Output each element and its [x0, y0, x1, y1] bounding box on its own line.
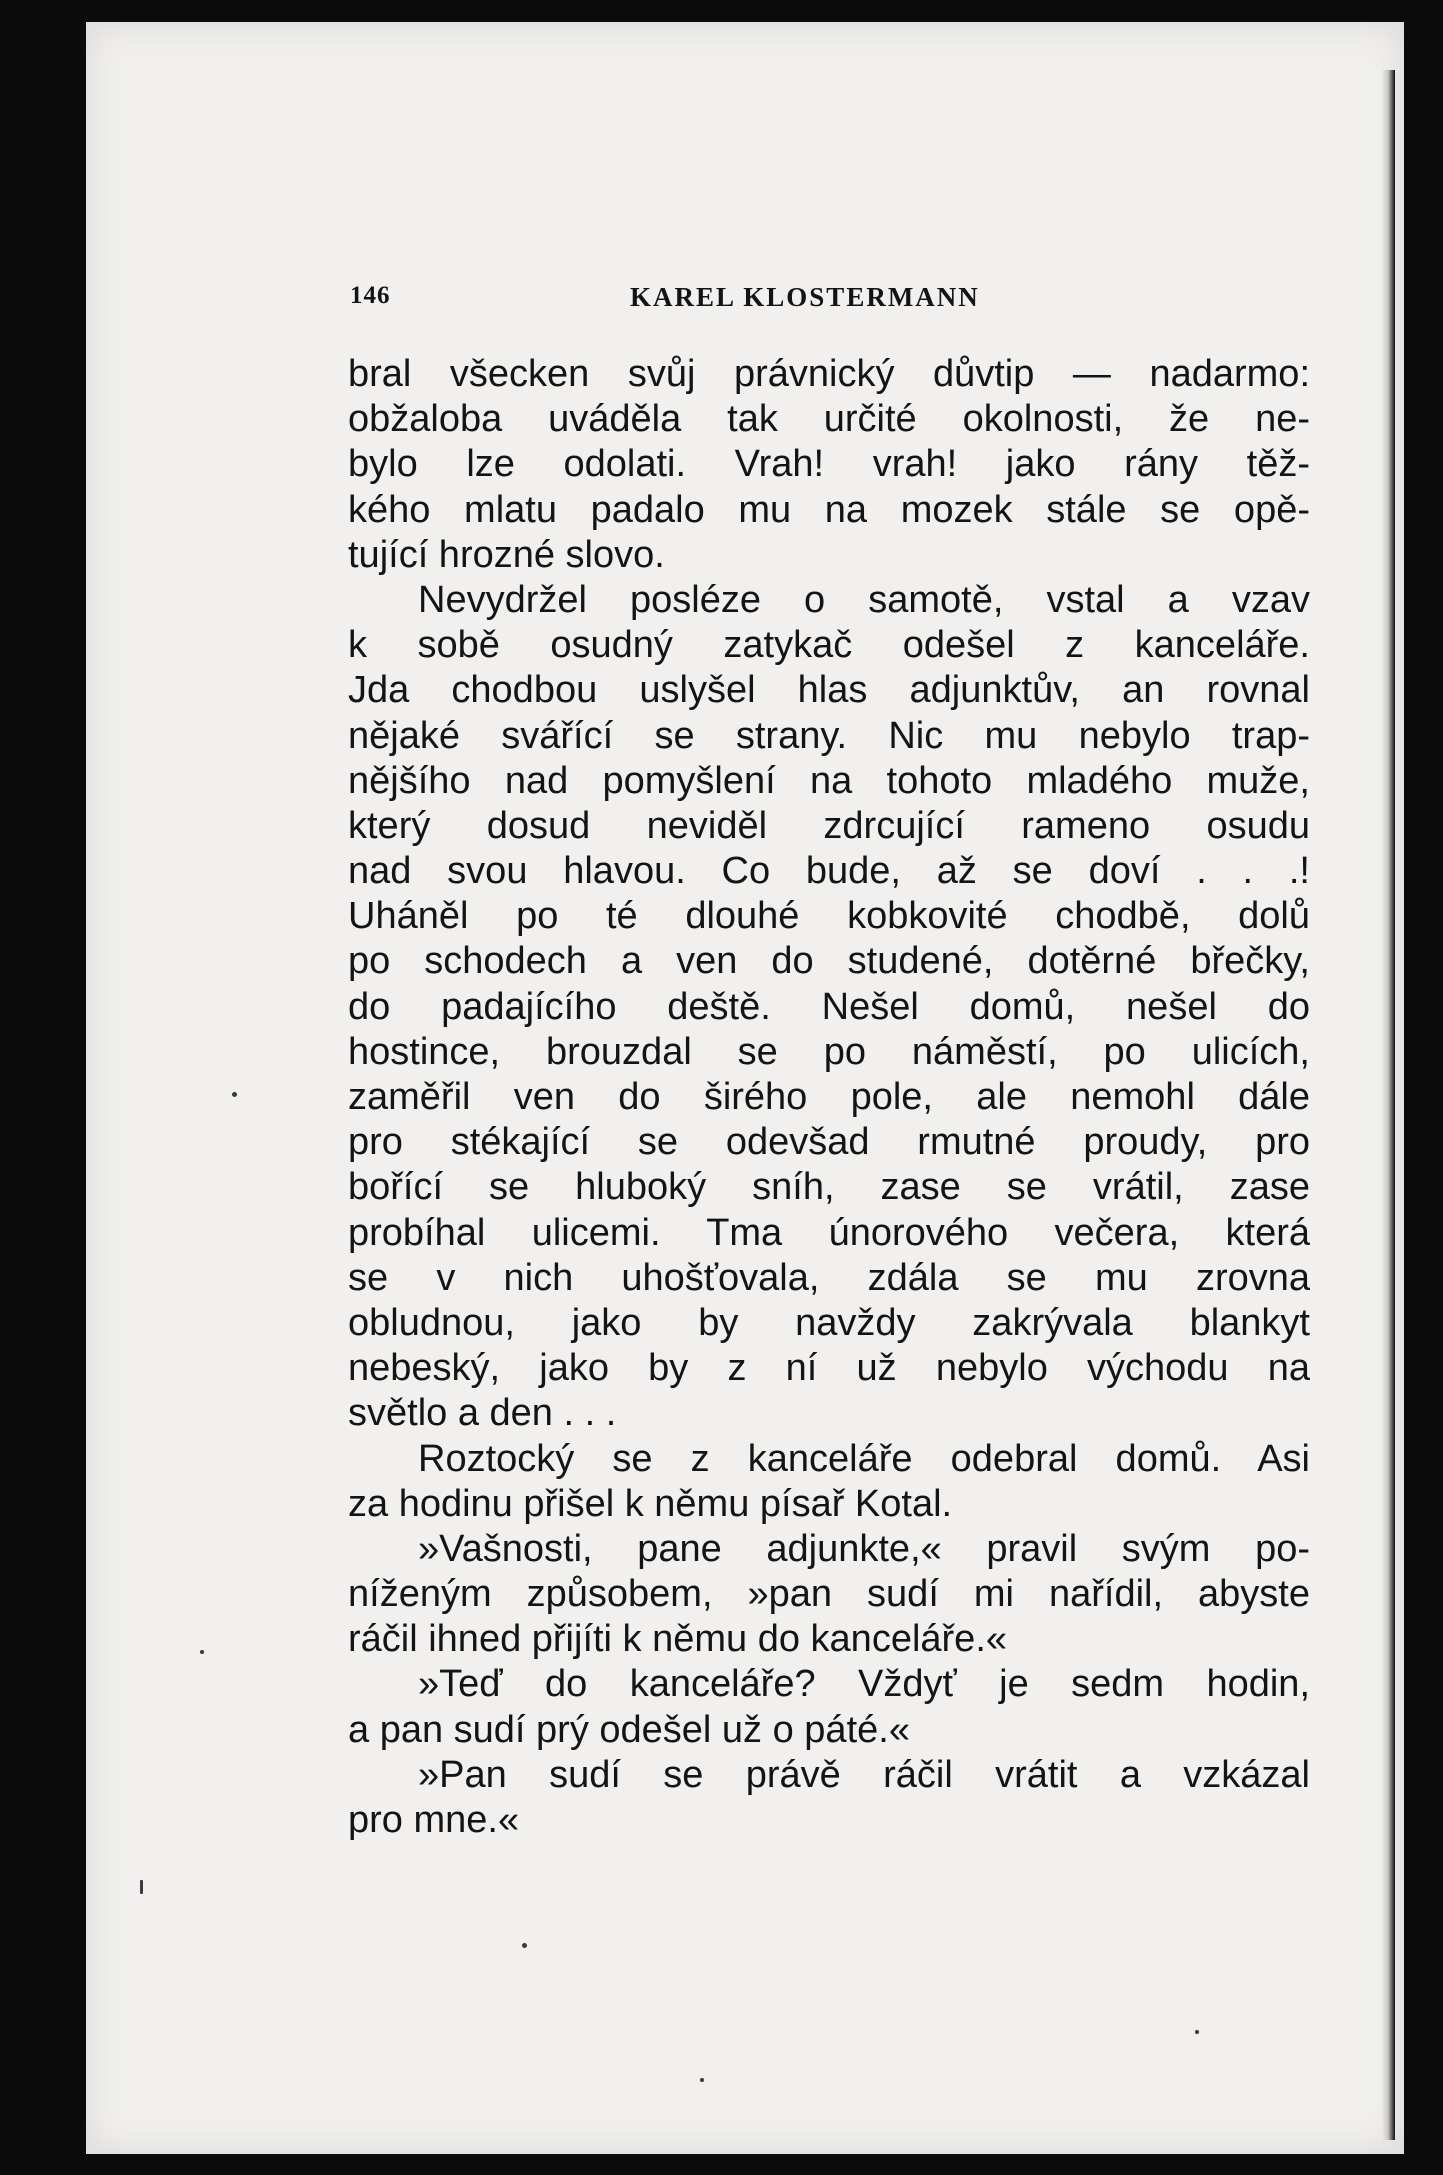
text-line: »Vašnosti, pane adjunkte,« pravil svým po- [418, 1527, 1310, 1570]
text-line: nějšího nad pomyšlení na tohoto mladého muže, [348, 759, 1310, 802]
text-line: bral všecken svůj právnický důvtip — nadarmo: [348, 353, 1310, 395]
text-line: Nevydržel posléze o samotě, vstal a vzav [418, 578, 1310, 621]
page-header [350, 282, 1310, 322]
text-line: nebeský, jako by z ní už nebylo východu na [348, 1347, 1310, 1390]
text-line: Jda chodbou uslyšel hlas adjunktův, an rovnal [348, 669, 1310, 712]
body-text [348, 352, 1310, 1843]
dust-speck [522, 1943, 527, 1948]
text-line: Uháněl po té dlouhé kobkovité chodbě, dolů [348, 895, 1310, 938]
text-line: hostince, brouzdal se po náměstí, po ulicích, [348, 1030, 1310, 1073]
page-number: 146 [350, 282, 391, 309]
dust-speck [700, 2078, 704, 2082]
text-line: nad svou hlavou. Co bude, až se doví . . .! [348, 850, 1310, 893]
text-line: za hodinu přišel k němu písař Kotal. [348, 1482, 953, 1525]
text-line: a pan sudí prý odešel už o páté.« [348, 1708, 910, 1751]
dust-speck [140, 1880, 143, 1894]
text-line: Roztocký se z kanceláře odebral domů. Asi [418, 1437, 1310, 1480]
text-line: bořící se hluboký sníh, zase se vrátil, zase [348, 1166, 1310, 1209]
dust-speck [232, 1092, 237, 1097]
text-line: nějaké svářící se strany. Nic mu nebylo trap- [348, 714, 1310, 757]
text-line: obludnou, jako by navždy zakrývala blankyt [348, 1301, 1310, 1344]
text-line: tující hrozné slovo. [348, 533, 665, 576]
text-line: do padajícího deště. Nešel domů, nešel do [348, 985, 1310, 1028]
dust-speck [1195, 2030, 1199, 2034]
text-line: probíhal ulicemi. Tma únorového večera, která [348, 1211, 1310, 1254]
text-line: ráčil ihned přijíti k němu do kanceláře.« [348, 1618, 1008, 1661]
text-line: pro stékající se odevšad rmutné proudy, pro [348, 1121, 1310, 1164]
text-line: zaměřil ven do širého pole, ale nemohl dále [348, 1076, 1310, 1118]
text-line: kého mlatu padalo mu na mozek stále se opě- [348, 488, 1310, 531]
dust-speck [200, 1650, 204, 1654]
running-head: KAREL KLOSTERMANN [630, 282, 980, 312]
text-line: bylo lze odolati. Vrah! vrah! jako rány těž- [348, 443, 1310, 486]
text-line: k sobě osudný zatykač odešel z kanceláře. [348, 624, 1310, 667]
text-line: »Pan sudí se právě ráčil vrátit a vzkázal [418, 1753, 1310, 1796]
text-line: níženým způsobem, »pan sudí mi nařídil, abyste [348, 1573, 1310, 1616]
text-line: světlo a den . . . [348, 1392, 617, 1435]
page-edge [1381, 70, 1395, 2140]
text-line: po schodech a ven do studené, dotěrné břečky, [348, 940, 1310, 983]
text-line: pro mne.« [348, 1799, 520, 1841]
text-line: »Teď do kanceláře? Vždyť je sedm hodin, [418, 1663, 1310, 1706]
text-line: obžaloba uváděla tak určité okolnosti, že ne- [348, 398, 1310, 441]
text-line: který dosud neviděl zdrcující rameno osudu [348, 804, 1310, 847]
text-line: se v nich uhošťovala, zdála se mu zrovna [348, 1256, 1310, 1299]
